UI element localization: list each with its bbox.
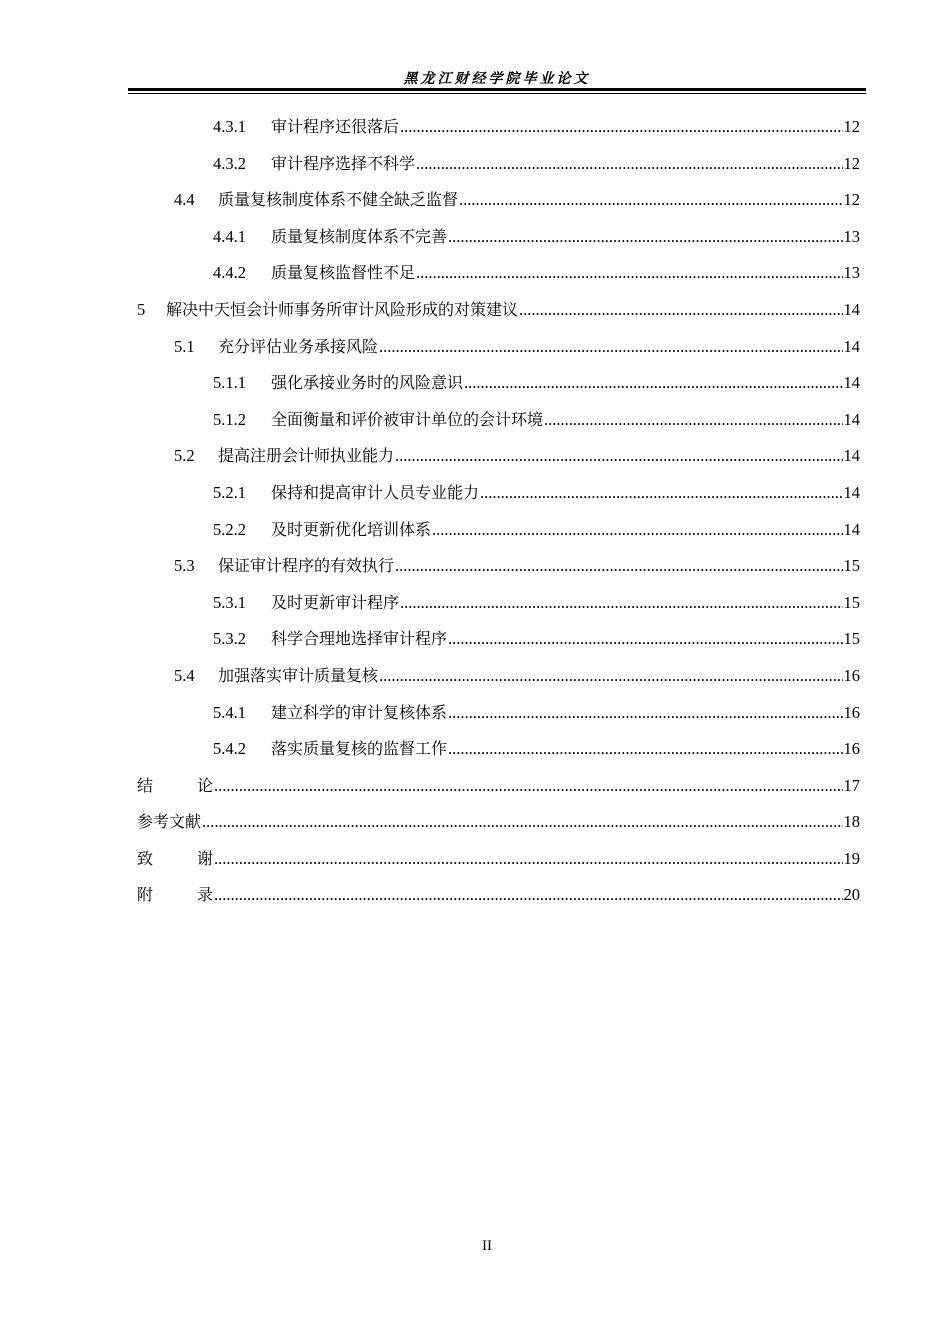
toc-entry[interactable]: [137, 255, 860, 292]
toc-entry-number: 4.4.1: [213, 226, 246, 246]
toc-entry-title: 保证审计程序的有效执行: [218, 556, 395, 576]
header-rule-thick: [128, 88, 866, 91]
toc-entry-title: 保持和提高审计人员专业能力: [271, 482, 480, 502]
toc-dot-leader: [400, 585, 842, 622]
toc-entry-title: 全面衡量和评价被审计单位的会计环境: [271, 409, 544, 429]
toc-entry[interactable]: [137, 109, 860, 146]
toc-entry-number: 5.2: [174, 446, 195, 466]
toc-dot-leader: [432, 512, 842, 549]
toc-entry-number: 5.1.1: [213, 373, 246, 393]
toc-entry-page: 14: [843, 373, 860, 393]
toc-entry-title: 审计程序还很落后: [271, 117, 400, 136]
toc-dot-leader: [448, 621, 842, 658]
toc-entry-page: 20: [843, 885, 860, 905]
toc-entry[interactable]: [137, 768, 860, 805]
toc-entry-title: 提高注册会计师执业能力: [218, 446, 395, 466]
toc-dot-leader: [400, 109, 842, 146]
toc-dot-leader: [395, 438, 842, 475]
toc-entry-title: [137, 841, 213, 878]
toc-entry-title: 审计程序选择不科学: [271, 153, 416, 173]
toc-entry-number: 5.3: [174, 556, 195, 576]
toc-entry-title: 及时更新优化培训体系: [271, 519, 432, 539]
toc-dot-leader: [459, 182, 842, 219]
toc-dot-leader: [416, 146, 842, 183]
toc-dot-leader: [416, 255, 842, 292]
toc-dot-leader: [448, 219, 842, 256]
toc-dot-leader: [544, 402, 842, 439]
toc-entry[interactable]: [137, 219, 860, 256]
toc-entry-title: 及时更新审计程序: [271, 592, 400, 612]
toc-entry-title: 质量复核监督性不足: [271, 263, 416, 283]
toc-entry-page: 16: [843, 702, 860, 722]
toc-dot-leader: [379, 329, 842, 366]
toc-entry-title: 建立科学的审计复核体系: [271, 702, 448, 722]
toc-entry-number: 5.1.2: [213, 409, 246, 429]
toc-dot-leader: [464, 365, 842, 402]
toc-entry[interactable]: [137, 695, 860, 732]
toc-entry-number: 4.4: [174, 190, 195, 210]
toc-entry[interactable]: [137, 585, 860, 622]
toc-entry[interactable]: [137, 731, 860, 768]
toc-dot-leader: [214, 768, 843, 805]
toc-dot-leader: [202, 804, 842, 841]
toc-entry-page: 12: [843, 153, 860, 173]
toc-entry-number: 5: [137, 299, 146, 319]
toc-entry-number: 4.4.2: [213, 263, 246, 283]
toc-entry[interactable]: [137, 658, 860, 695]
toc-entry-title: 强化承接业务时的风险意识: [271, 373, 464, 393]
toc-entry-title-char: 录: [196, 885, 213, 905]
toc-entry-title: 加强落实审计质量复核: [218, 665, 379, 685]
toc-entry-page: 14: [843, 409, 860, 429]
page-number: II: [482, 1238, 492, 1254]
toc-entry-number: 4.3.2: [213, 153, 246, 173]
toc-entry-title: 质量复核制度体系不健全缺乏监督: [218, 190, 459, 210]
toc-dot-leader: [480, 475, 842, 512]
toc-entry[interactable]: [137, 292, 860, 329]
toc-entry-number: 5.4: [174, 665, 195, 685]
toc-entry[interactable]: [137, 841, 860, 878]
toc-entry[interactable]: [137, 512, 860, 549]
header-rule-thin: [128, 93, 866, 94]
toc-entry[interactable]: [137, 329, 860, 366]
toc-entry-page: 13: [843, 226, 860, 246]
toc-entry-page: 12: [843, 190, 860, 210]
toc-entry-title-char: 谢: [196, 848, 213, 868]
toc-entry-number: 5.4.2: [213, 739, 246, 759]
toc-entry-page: 15: [843, 592, 860, 612]
toc-entry-number: 5.4.1: [213, 702, 246, 722]
toc-dot-leader: [395, 548, 842, 585]
toc-entry[interactable]: [137, 182, 860, 219]
toc-entry-page: 17: [843, 775, 860, 795]
toc-dot-leader: [519, 292, 842, 329]
toc-entry-title-char: 论: [196, 775, 213, 795]
toc-dot-leader: [379, 658, 842, 695]
toc-entry-page: 18: [843, 812, 860, 832]
toc-entry-page: 16: [843, 739, 860, 759]
toc-entry-number: 4.3.1: [213, 117, 246, 136]
toc-entry-title: 科学合理地选择审计程序: [271, 629, 448, 649]
toc-entry[interactable]: [137, 146, 860, 183]
toc-entry-number: 5.3.1: [213, 592, 246, 612]
toc-entry-title-char: 致: [137, 848, 154, 868]
toc-dot-leader: [448, 731, 842, 768]
toc-entry-page: 13: [843, 263, 860, 283]
toc-entry[interactable]: [137, 877, 860, 914]
toc-entry-title: 落实质量复核的监督工作: [271, 739, 448, 759]
toc-entry-number: 5.1: [174, 336, 195, 356]
toc-entry-page: 14: [843, 446, 860, 466]
toc-entry-page: 14: [843, 482, 860, 502]
toc-entry[interactable]: [137, 402, 860, 439]
toc-entry[interactable]: [137, 438, 860, 475]
table-of-contents: [137, 109, 860, 914]
toc-entry-title: 质量复核制度体系不完善: [271, 226, 448, 246]
toc-entry-page: 14: [843, 519, 860, 539]
toc-entry[interactable]: [137, 365, 860, 402]
toc-entry-page: 15: [843, 629, 860, 649]
toc-entry-title: 充分评估业务承接风险: [218, 336, 379, 356]
toc-dot-leader: [214, 877, 843, 914]
toc-entry[interactable]: [137, 548, 860, 585]
toc-entry-page: 14: [843, 299, 860, 319]
toc-entry-number: 5.3.2: [213, 629, 246, 649]
toc-entry-page: 15: [843, 556, 860, 576]
toc-entry-page: 16: [843, 665, 860, 685]
toc-entry-title: [137, 768, 213, 805]
toc-dot-leader: [448, 695, 842, 732]
toc-entry-title-char: 结: [137, 775, 154, 795]
toc-entry-title: 解决中天恒会计师事务所审计风险形成的对策建议: [166, 299, 519, 319]
toc-entry-number: 5.2.1: [213, 482, 246, 502]
toc-entry[interactable]: [137, 804, 860, 841]
toc-entry-title: 参考文献: [137, 812, 202, 832]
toc-entry-page: 19: [843, 848, 860, 868]
toc-dot-leader: [214, 841, 843, 878]
toc-entry-number: 5.2.2: [213, 519, 246, 539]
toc-entry[interactable]: [137, 475, 860, 512]
toc-entry-page: 12: [843, 117, 860, 136]
toc-entry-page: 14: [843, 336, 860, 356]
page-header-title: 黑龙江财经学院毕业论文: [403, 71, 591, 87]
toc-entry-title: [137, 877, 213, 914]
toc-entry-title-char: 附: [137, 885, 154, 905]
toc-entry[interactable]: [137, 621, 860, 658]
